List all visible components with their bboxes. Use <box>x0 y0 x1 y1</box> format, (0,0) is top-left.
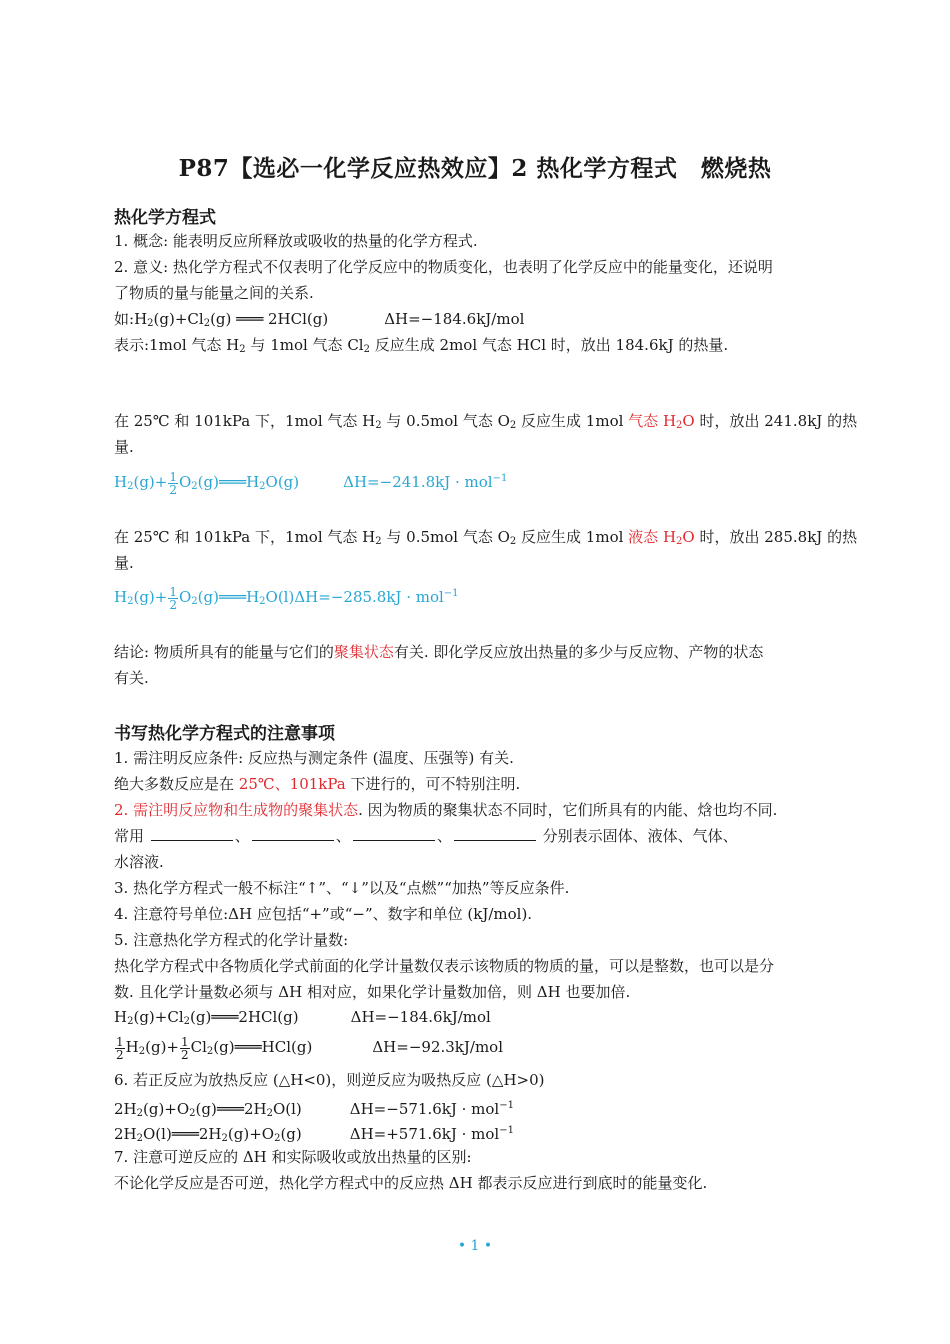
section-heading-thermochemical-equation: 热化学方程式 <box>114 208 216 228</box>
note-1: 1. 需注明反应条件: 反应热与测定条件 (温度、压强等) 有关. <box>114 749 514 767</box>
meaning-line-2: 了物质的量与能量之间的关系. <box>114 284 314 302</box>
example-meaning: 表示:1mol 气态 $H_2$ 与 1mol 气态 $Cl_2$ 反应生成 2mol 气态 HCl 时，放出 184.6kJ 的热量. <box>114 336 729 355</box>
equation-water-forward-enthalpy: ΔH=−571.6kJ · mol <box>349 1100 500 1118</box>
liquid-water-equation: $H_2(g)+$ $\frac{1}{2}$ $O_2(g)═══H_2O(l)\Delta H=-285.8kJ \cdot mol^{-1}$ <box>114 584 459 612</box>
gas-state-highlight: 气态 $H_2O$ <box>628 412 695 431</box>
blank-aqueous[interactable] <box>454 826 536 841</box>
note-7: 7. 注意可逆反应的 ΔH 和实际吸收或放出热量的区别: <box>114 1148 472 1166</box>
liquid-water-statement: 在 25℃ 和 101kPa 下，1mol 气态 $H_2$ 与 0.5mol 气态 $O_2$ 反应生成 1mol 液态 $H_2O$ 时，放出 285.8kJ 的热 <box>114 528 858 547</box>
equation-hcl-full: $H_2(g)+Cl_2(g)═══2HCl(g)$ ΔH=−184.6kJ/mol <box>114 1008 491 1027</box>
note-7-text: 不论化学反应是否可逆，热化学方程式中的反应热 ΔH 都表示反应进行到底时的能量变化. <box>114 1174 708 1192</box>
note-2-end: 水溶液. <box>114 853 164 871</box>
note-1-detail: 绝大多数反应是在 25℃、101kPa 下进行的，可不特别注明. <box>114 775 521 793</box>
note-2: 2. 需注明反应物和生成物的聚集状态. 因为物质的聚集状态不同时，它们所具有的内能、焓也均不同. <box>114 801 778 819</box>
equation-hcl-half: $\frac{1}{2}$ $H_2(g)+$ $\frac{1}{2}$ $Cl_2(g)═══HCl(g)$ ΔH=−92.3kJ/mol <box>116 1034 504 1062</box>
gas-water-statement: 在 25℃ 和 101kPa 下，1mol 气态 $H_2$ 与 0.5mol 气态 $O_2$ 反应生成 1mol 气态 $H_2O$ 时，放出 241.8kJ 的热 <box>114 412 858 431</box>
example-enthalpy: ΔH=−184.6kJ/mol <box>384 310 525 328</box>
note-4: 4. 注意符号单位:ΔH 应包括“+”或“−”、数字和单位 (kJ/mol). <box>114 905 533 923</box>
equation-water-reverse-enthalpy: ΔH=+571.6kJ · mol <box>349 1125 500 1143</box>
gas-water-equation: $H_2(g)+$ $\frac{1}{2}$ $O_2(g)═══H_2O(g) \Delta H=-241.8kJ \cdot mol^{-1}$ <box>114 469 508 497</box>
equation-water-forward: $2H_2(g)+O_2(g)═══2H_2O(l) \Delta H=-571.6kJ \cdot mol^{-1}$ <box>114 1100 514 1119</box>
meaning-line-1: 2. 意义: 热化学方程式不仅表明了化学反应中的物质变化，也表明了化学反应中的能量变化，还说明 <box>114 258 773 276</box>
blank-solid[interactable] <box>151 826 233 841</box>
note-3: 3. 热化学方程式一般不标注“↑”、“↓”以及“点燃”“加热”等反应条件. <box>114 879 570 897</box>
equation-water-reverse: $2H_2O(l)═══2H_2(g)+O_2(g) \Delta H=+571.6kJ \cdot mol^{-1}$ <box>114 1125 514 1144</box>
gas-water-statement-end: 量. <box>114 438 134 456</box>
conclusion-line-1: 结论: 物质所具有的能量与它们的聚集状态有关. 即化学反应放出热量的多少与反应物、产物的状态 <box>114 643 764 661</box>
note-2-highlight: 2. 需注明反应物和生成物的聚集状态 <box>114 801 359 819</box>
example-equation: 如$:H_2(g)+Cl_2(g)$ ═══ 2HCl(g) ΔH=−184.6kJ/mol <box>114 310 525 329</box>
standard-condition-highlight: 25℃、101kPa <box>238 775 346 793</box>
conclusion-line-2: 有关. <box>114 669 149 687</box>
liquid-state-highlight: 液态 $H_2O$ <box>628 528 695 547</box>
note-5-text-2: 数. 且化学计量数必须与 ΔH 相对应，如果化学计量数加倍，则 ΔH 也要加倍. <box>114 983 631 1001</box>
note-2-blanks: 常用 、 、 、 分别表示固体、液体、气体、 <box>114 827 738 845</box>
section-heading-notes: 书写热化学方程式的注意事项 <box>114 724 335 744</box>
aggregation-state-highlight: 聚集状态 <box>333 643 394 661</box>
page-number: • 1 • <box>457 1238 493 1254</box>
concept-line: 1. 概念: 能表明反应所释放或吸收的热量的化学方程式. <box>114 232 478 250</box>
equation-hcl-half-enthalpy: ΔH=−92.3kJ/mol <box>372 1038 504 1056</box>
liquid-water-enthalpy: ΔH=−285.8kJ · mol <box>294 588 444 606</box>
note-5-text-1: 热化学方程式中各物质化学式前面的化学计量数仅表示该物质的物质的量，可以是整数，也可以是分 <box>114 957 775 975</box>
liquid-water-statement-end: 量. <box>114 554 134 572</box>
blank-liquid[interactable] <box>252 826 334 841</box>
note-5: 5. 注意热化学方程式的化学计量数: <box>114 931 349 949</box>
equation-hcl-full-enthalpy: ΔH=−184.6kJ/mol <box>350 1008 491 1026</box>
note-6: 6. 若正反应为放热反应 (△H<0)，则逆反应为吸热反应 (△H>0) <box>114 1071 545 1089</box>
gas-water-enthalpy: ΔH=−241.8kJ · mol <box>343 473 493 491</box>
page-title: P87【选必一化学反应热效应】2 热化学方程式 燃烧热 <box>178 155 772 182</box>
blank-gas[interactable] <box>353 826 435 841</box>
